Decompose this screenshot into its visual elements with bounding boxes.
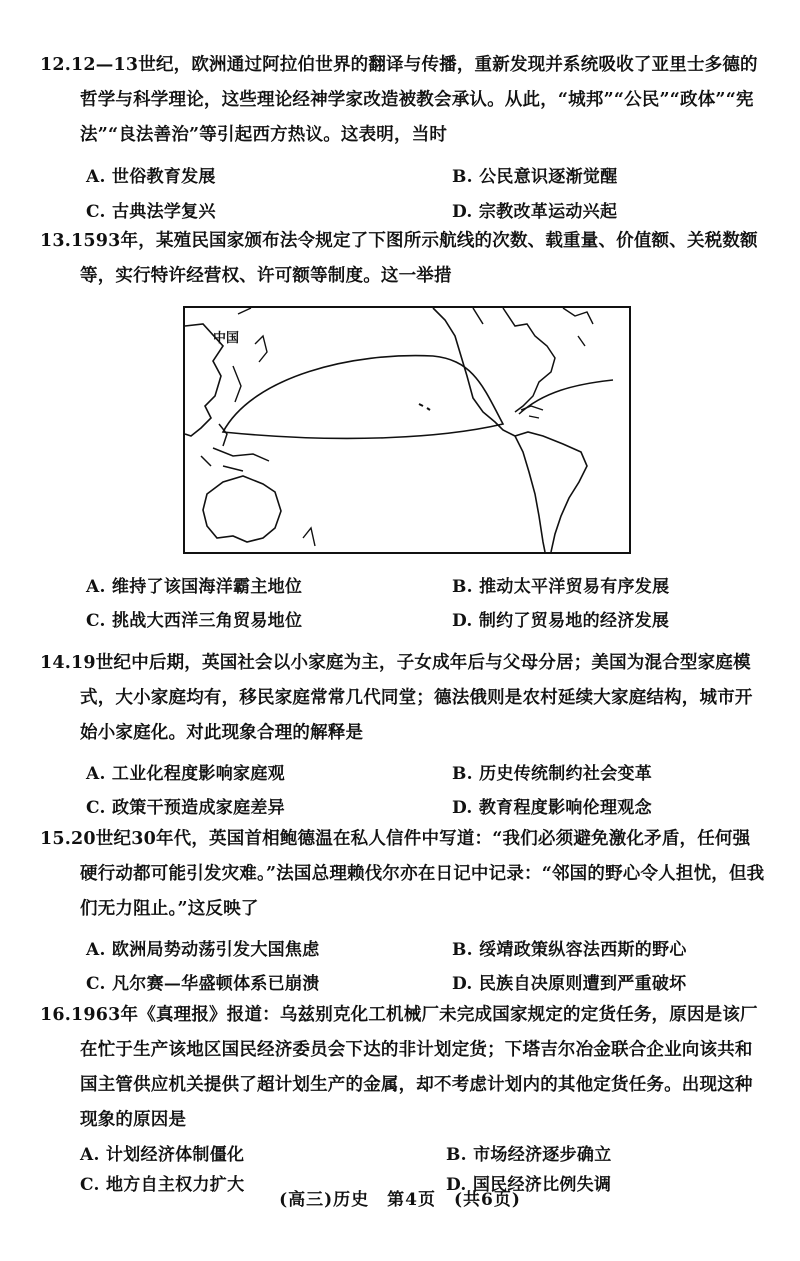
question-14 [0,646,800,818]
option-c: C. 地方自主权力扩大 [80,1175,245,1195]
page-footer: (高三)历史 第4页 (共6页) [279,1190,521,1210]
option-c: C. 凡尔赛—华盛顿体系已崩溃 [86,974,320,994]
option-a: A. 欧洲局势动荡引发大国焦虑 [86,940,320,960]
trade-route-map [183,306,631,554]
option-d: D. 宗教改革运动兴起 [452,202,618,222]
option-a: A. 计划经济体制僵化 [80,1145,245,1165]
question-text: 1593年，某殖民国家颁布法令规定了下图所示航线的次数、载重量、价值额、关税数额等，实行特许经营权、许可额等制度。这一举措 [71,231,758,286]
question-number: 12. [40,55,72,75]
option-d: D. 制约了贸易地的经济发展 [452,611,670,631]
question-text: 12—13世纪，欧洲通过阿拉伯世界的翻译与传播，重新发现并系统吸收了亚里士多德的哲学与科学理论，这些理论经神学家改造被教会承认。从此，“城邦”“公民”“政体”“宪法”“良法善治”等引起西方热议。这表明，当时 [71,55,758,145]
question-16 [0,998,800,1195]
question-number: 14. [40,653,72,673]
question-text: 1963年《真理报》报道：乌兹别克化工机械厂未完成国家规定的定货任务，原因是该厂在忙于生产该地区国民经济委员会下达的非计划定货；下塔吉尔冶金联合企业向该共和国主管供应机关提供了超计划生产的金属，却不考虑计划内的其他定货任务。出现这种现象的原因是 [71,1005,758,1130]
option-c: C. 古典法学复兴 [86,202,216,222]
question-stem [0,646,800,751]
option-b: B. 推动太平洋贸易有序发展 [452,577,670,597]
question-number: 13. [40,231,72,251]
question-stem [0,822,800,927]
option-c: C. 政策干预造成家庭差异 [86,798,285,818]
option-a: A. 维持了该国海洋霸主地位 [86,577,303,597]
option-b: B. 市场经济逐步确立 [446,1145,612,1165]
map-frame [184,307,630,553]
question-13 [0,224,800,294]
question-12 [0,48,800,222]
question-text: 20世纪30年代，英国首相鲍德温在私人信件中写道：“我们必须避免激化矛盾，任何强硬行动都可能引发灾难。”法国总理赖伐尔亦在日记中记录：“邻国的野心令人担忧，但我们无力阻止。”这反映了 [71,829,765,919]
option-a: A. 工业化程度影响家庭观 [86,764,285,784]
question-text: 19世纪中后期，英国社会以小家庭为主，子女成年后与父母分居；美国为混合型家庭模式，大小家庭均有，移民家庭常常几代同堂；德法俄则是农村延续大家庭结构，城市开始小家庭化。对此现象合理的解释是 [71,653,753,743]
option-b: B. 公民意识逐渐觉醒 [452,167,618,187]
question-number: 15. [40,829,72,849]
question-15 [0,822,800,994]
option-d: D. 国民经济比例失调 [446,1175,612,1195]
question-stem [0,998,800,1138]
question-number: 16. [40,1005,72,1025]
option-d: D. 民族自决原则遭到严重破坏 [452,974,687,994]
option-b: B. 历史传统制约社会变革 [452,764,653,784]
option-a: A. 世俗教育发展 [86,167,216,187]
option-b: B. 绥靖政策纵容法西斯的野心 [452,940,687,960]
question-stem [0,224,800,294]
question-stem [0,48,800,153]
map-figure [183,306,631,554]
option-c: C. 挑战大西洋三角贸易地位 [86,611,303,631]
option-d: D. 教育程度影响伦理观念 [452,798,652,818]
map-label-china: 中国 [213,331,240,346]
